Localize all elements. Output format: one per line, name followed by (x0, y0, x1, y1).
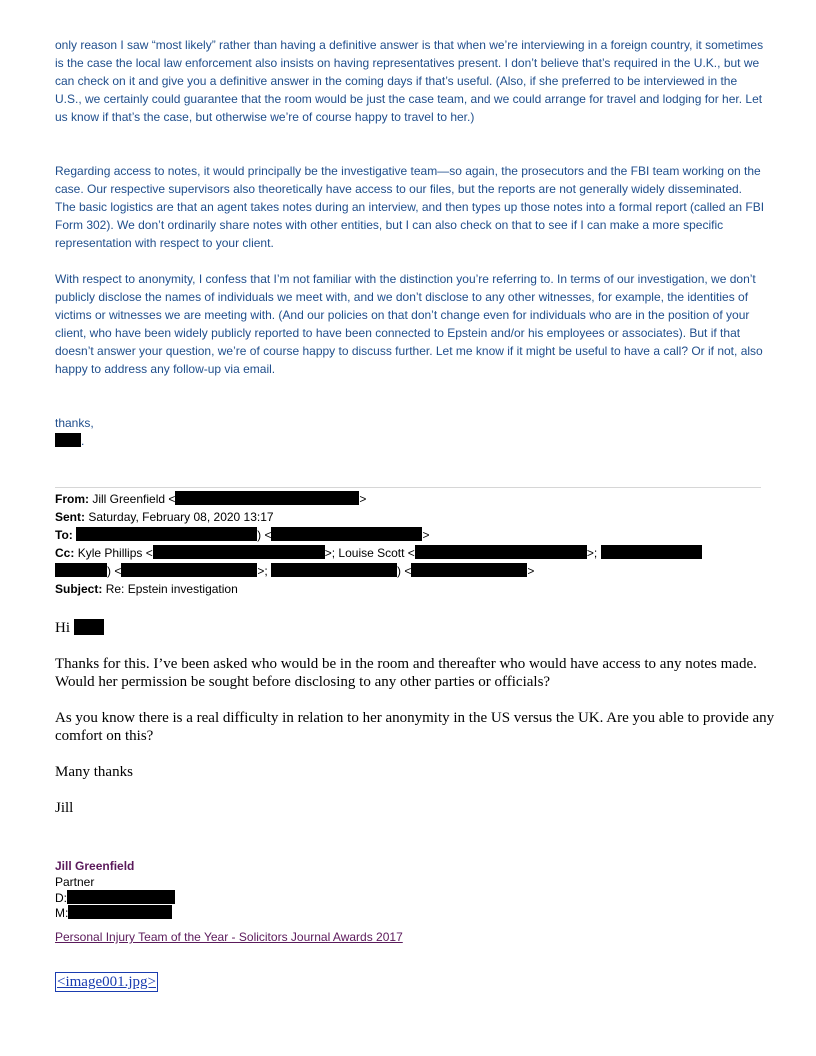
reply-paragraph-1: only reason I saw “most likely” rather than having a definitive answer is that when we’re interviewing in a foreign country, it sometimes is the case the local law enforcement also insists on having representatives present. I don’t believe that’s required in the U.K., but we can check on it and give you a definitive answer in the coming days if that’s useful. (Also, if she preferred to be interviewed in the U.S., we certainly could guarantee that the room would be just the case team, and we could arrange for travel and lodging for her. Let us know if that’s the case, but otherwise we’re of course happy to travel to her.) (55, 38, 764, 124)
reply-signoff: thanks, (55, 416, 94, 430)
redaction-block (153, 545, 325, 559)
header-divider (55, 487, 761, 488)
redaction-block (271, 527, 422, 541)
sent-value: Saturday, February 08, 2020 13:17 (88, 510, 274, 524)
to-line: To: ) < > (55, 528, 430, 542)
message-closing: Many thanks (55, 764, 133, 780)
redaction-block (175, 491, 359, 505)
signature-direct-line (55, 890, 175, 906)
greeting-line (55, 619, 775, 637)
redaction-block (74, 619, 104, 635)
mobile-label: M: (55, 906, 69, 920)
sent-label: Sent: (55, 510, 85, 524)
from-label: From: (55, 492, 89, 506)
reply-signoff-end: . (81, 434, 85, 448)
redaction-block (411, 563, 527, 577)
redaction-block (55, 563, 107, 577)
reply-paragraph-3: With respect to anonymity, I confess that I’m not familiar with the distinction you’re referring to. In terms of our investigation, we don’t publicly disclose the names of individuals we meet with, and we don’t disclose to any other witnesses, for example, the identities of victims or witnesses we are meeting with. (And our policies on that don’t change even for individuals who are in the position of your client, who have been widely publicly reported to have been connected to Epstein and/or his employees or associates). But if that doesn’t answer your question, we’re of course happy to discuss further. Let me know if it might be useful to have a call? Or if not, also happy to address any follow-up via email. (55, 272, 763, 376)
redaction-block (76, 527, 257, 541)
reply-paragraph-2: Regarding access to notes, it would principally be the investigative team—so again, the prosecutors and the FBI team working on the case. Our respective supervisors also theoretically have access to our files, but the reports are not generally widely disseminated. The basic logistics are that an agent takes notes during an interview, and then types up those notes into a formal report (called an FBI Form 302). We don’t ordinarily share notes with other entities, but I can also check on that to see if I can make a more specific representation with respect to your client. (55, 164, 765, 250)
cc-name-1: Kyle Phillips < (77, 546, 153, 560)
redaction-block (271, 563, 397, 577)
image-attachment-link[interactable]: <image001.jpg> (57, 974, 156, 990)
signature-mobile-line (55, 905, 172, 921)
sent-line (55, 508, 775, 526)
to-label: To: (55, 528, 73, 542)
award-link[interactable]: Personal Injury Team of the Year - Solicitors Journal Awards 2017 (55, 930, 403, 944)
message-paragraph-1: Thanks for this. I’ve been asked who would be in the room and thereafter who would have access to any notes made. Would her permission be sought before disclosing to any other parties or officials? (55, 656, 757, 690)
subject-label: Subject: (55, 582, 103, 596)
reply-sender-line (55, 432, 765, 450)
direct-label: D: (55, 891, 67, 905)
redaction-block (601, 545, 702, 559)
cc-line-continued: ) < >; ) < > (55, 562, 775, 580)
cc-label: Cc: (55, 546, 75, 560)
cc-name-2: Louise Scott < (338, 546, 415, 560)
signature-title: Partner (55, 875, 95, 889)
redaction-block (121, 563, 257, 577)
greeting: Hi (55, 620, 70, 636)
redaction-block (55, 433, 81, 447)
message-paragraph-2: As you know there is a real difficulty in relation to her anonymity in the US versus the UK. Are you able to provide any comfort on this? (55, 710, 775, 744)
redaction-block (415, 545, 587, 559)
subject-value: Re: Epstein investigation (105, 582, 238, 596)
redaction-block (67, 890, 175, 904)
cc-line: Cc: Kyle Phillips < >; Louise Scott < >; (55, 544, 775, 562)
from-name: Jill Greenfield < (92, 492, 176, 506)
from-line: From: Jill Greenfield < > (55, 492, 367, 506)
message-name: Jill (55, 800, 74, 816)
signature-name: Jill Greenfield (55, 859, 135, 873)
subject-line (55, 580, 775, 598)
redaction-block (68, 905, 172, 919)
